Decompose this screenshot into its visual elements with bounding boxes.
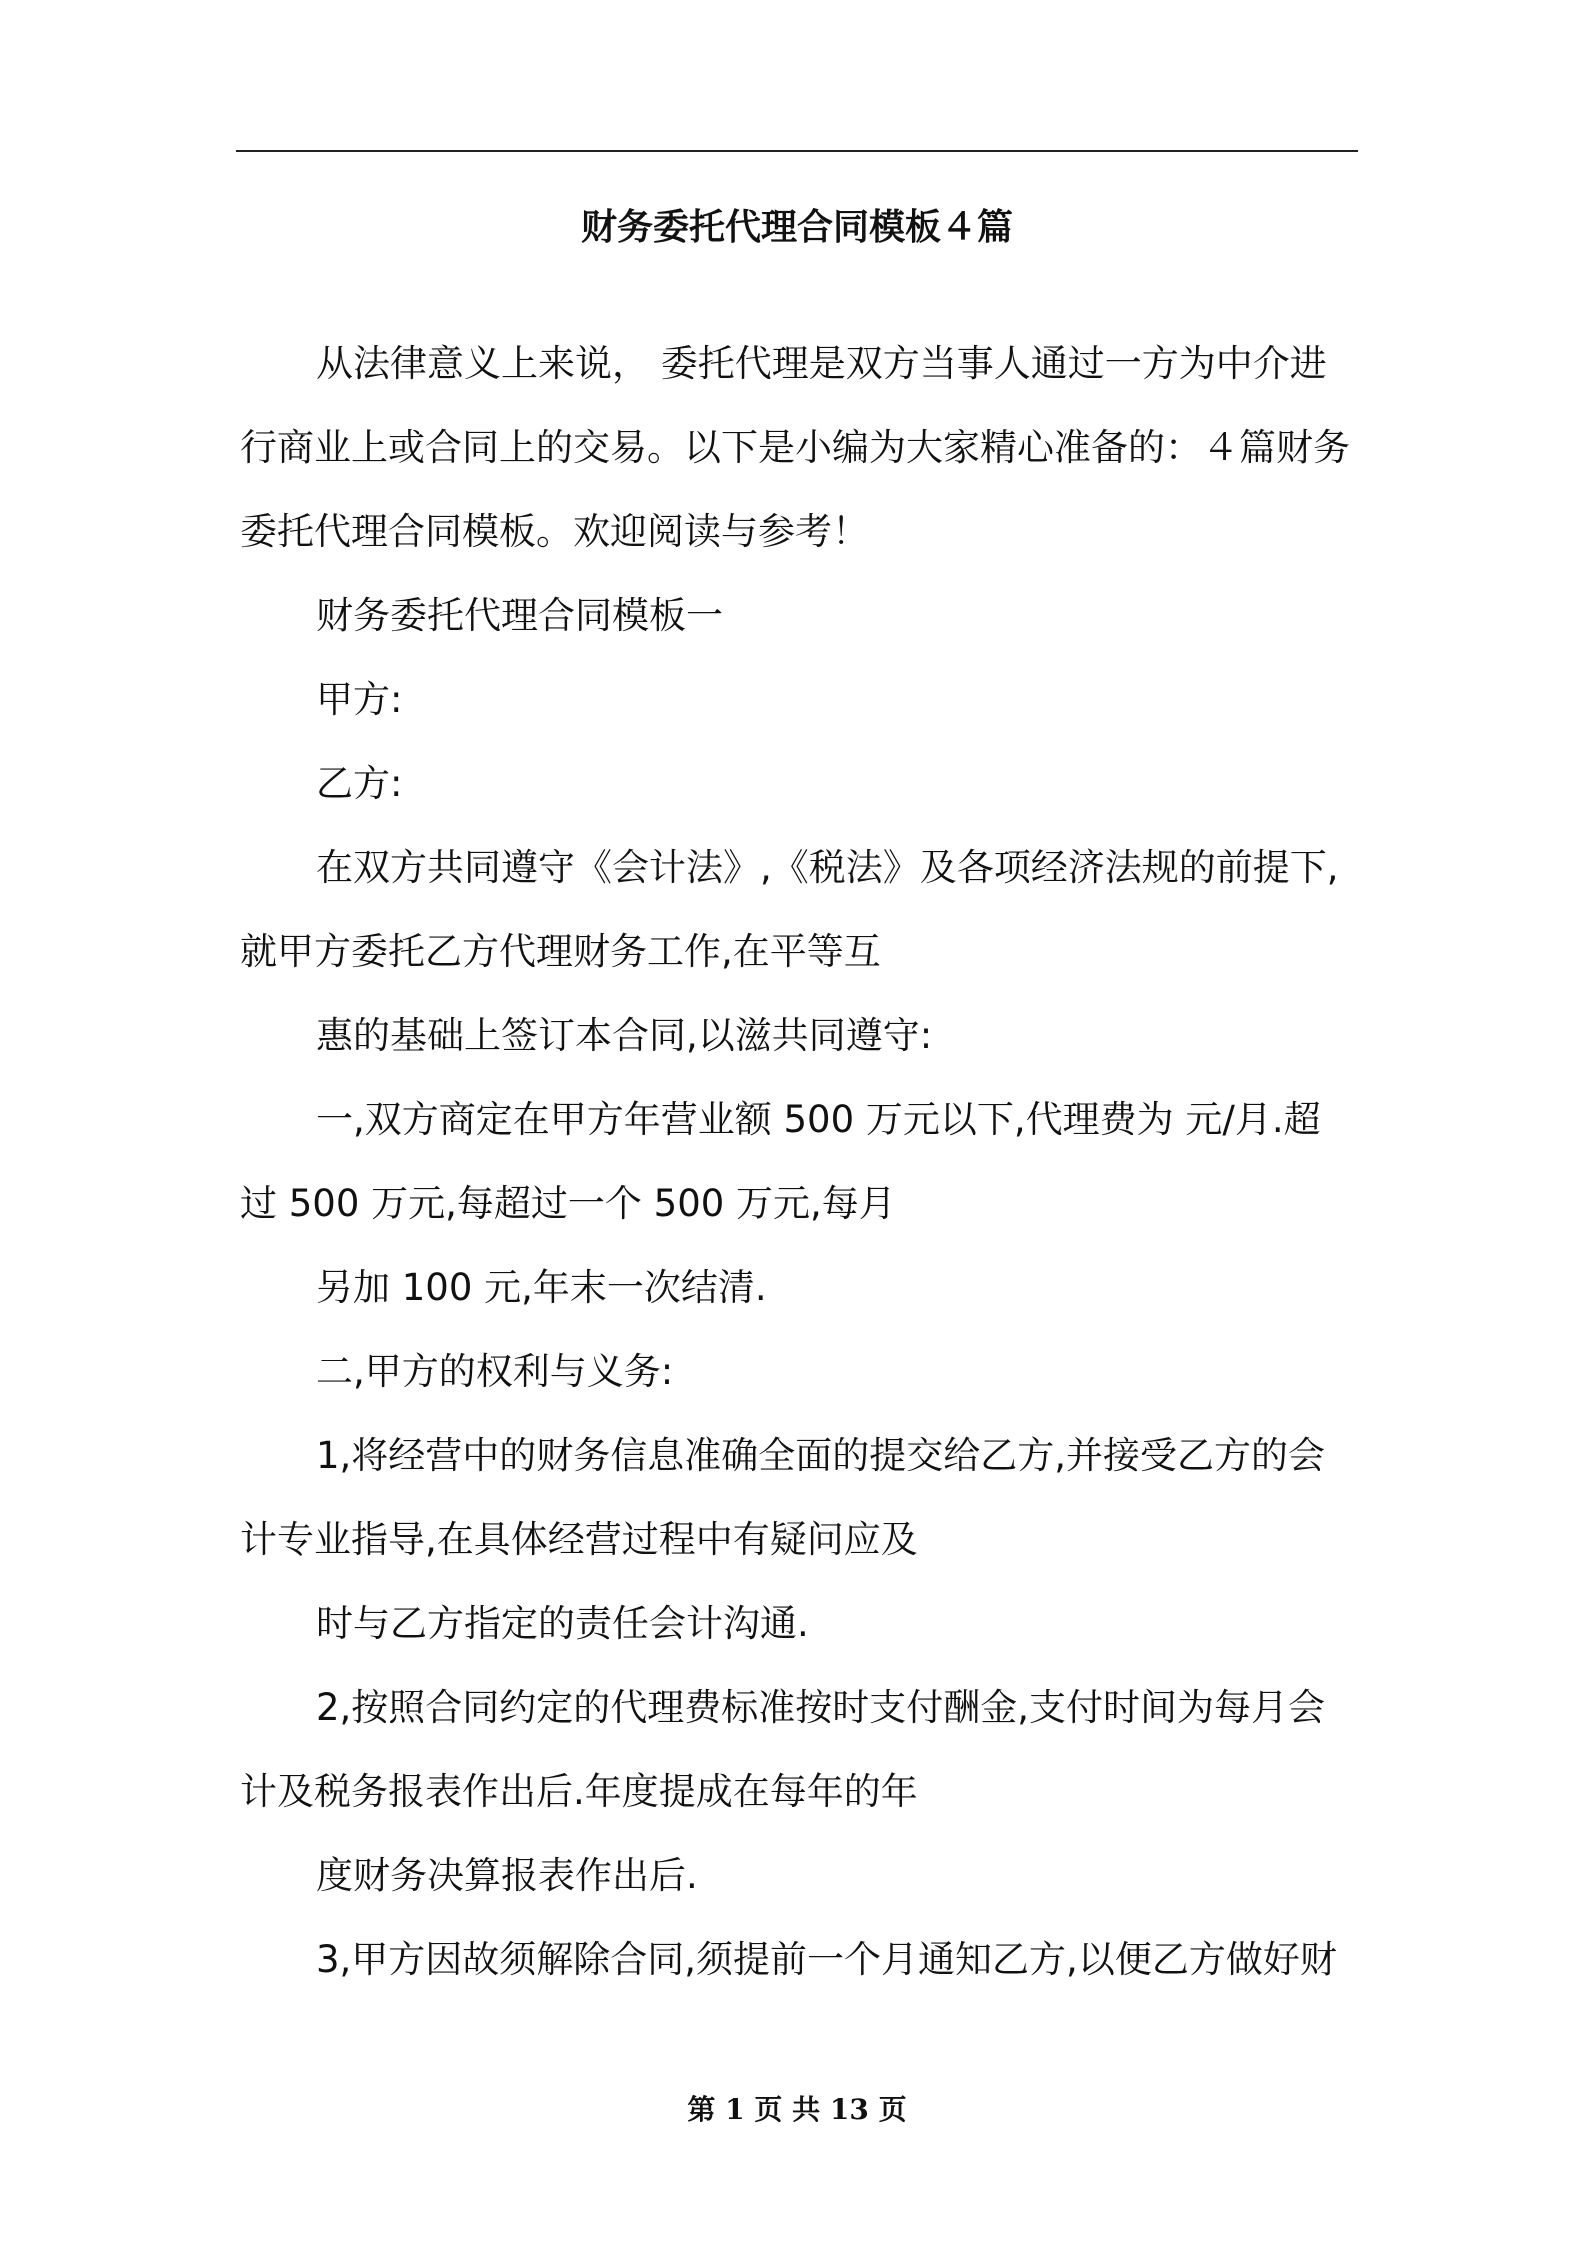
clause-line: 计专业指导,在具体经营过程中有疑问应及 bbox=[240, 1518, 918, 1561]
page-number: 第 1 页 共 13 页 bbox=[687, 2093, 907, 2126]
clause-line: 3,甲方因故须解除合同,须提前一个月通知乙方,以便乙方做好财 bbox=[316, 1938, 1337, 1981]
clause-heading: 二,甲方的权利与义务: bbox=[316, 1350, 674, 1393]
clause-line: 过 500 万元,每超过一个 500 万元,每月 bbox=[240, 1182, 896, 1225]
clause-line: 时与乙方指定的责任会计沟通. bbox=[316, 1602, 809, 1645]
section-heading: 财务委托代理合同模板一 bbox=[316, 594, 723, 637]
paragraph-line: 在双方共同遵守《会计法》,《税法》及各项经济法规的前提下, bbox=[316, 846, 1339, 889]
clause-line: 2,按照合同约定的代理费标准按时支付酬金,支付时间为每月会 bbox=[316, 1686, 1326, 1729]
document-title: 财务委托代理合同模板４篇 bbox=[580, 207, 1013, 248]
clause-line: 度财务决算报表作出后. bbox=[316, 1854, 698, 1897]
clause-line: 一,双方商定在甲方年营业额 500 万元以下,代理费为 元/月.超 bbox=[316, 1098, 1321, 1141]
clause-line: 1,将经营中的财务信息准确全面的提交给乙方,并接受乙方的会 bbox=[316, 1434, 1326, 1477]
clause-line: 计及税务报表作出后.年度提成在每年的年 bbox=[240, 1770, 918, 1813]
paragraph-line: 行商业上或合同上的交易。以下是小编为大家精心准备的：４篇财务 bbox=[240, 426, 1350, 469]
paragraph-line: 从法律意义上来说， 委托代理是双方当事人通过一方为中介进 bbox=[316, 342, 1327, 385]
clause-line: 另加 100 元,年末一次结清. bbox=[316, 1266, 767, 1309]
paragraph-line: 就甲方委托乙方代理财务工作,在平等互 bbox=[240, 930, 881, 973]
party-b-label: 乙方: bbox=[316, 762, 403, 805]
header-rule bbox=[236, 150, 1358, 152]
paragraph-line: 委托代理合同模板。欢迎阅读与参考！ bbox=[240, 510, 869, 553]
party-a-label: 甲方: bbox=[316, 678, 403, 721]
paragraph-line: 惠的基础上签订本合同,以滋共同遵守: bbox=[316, 1014, 933, 1057]
